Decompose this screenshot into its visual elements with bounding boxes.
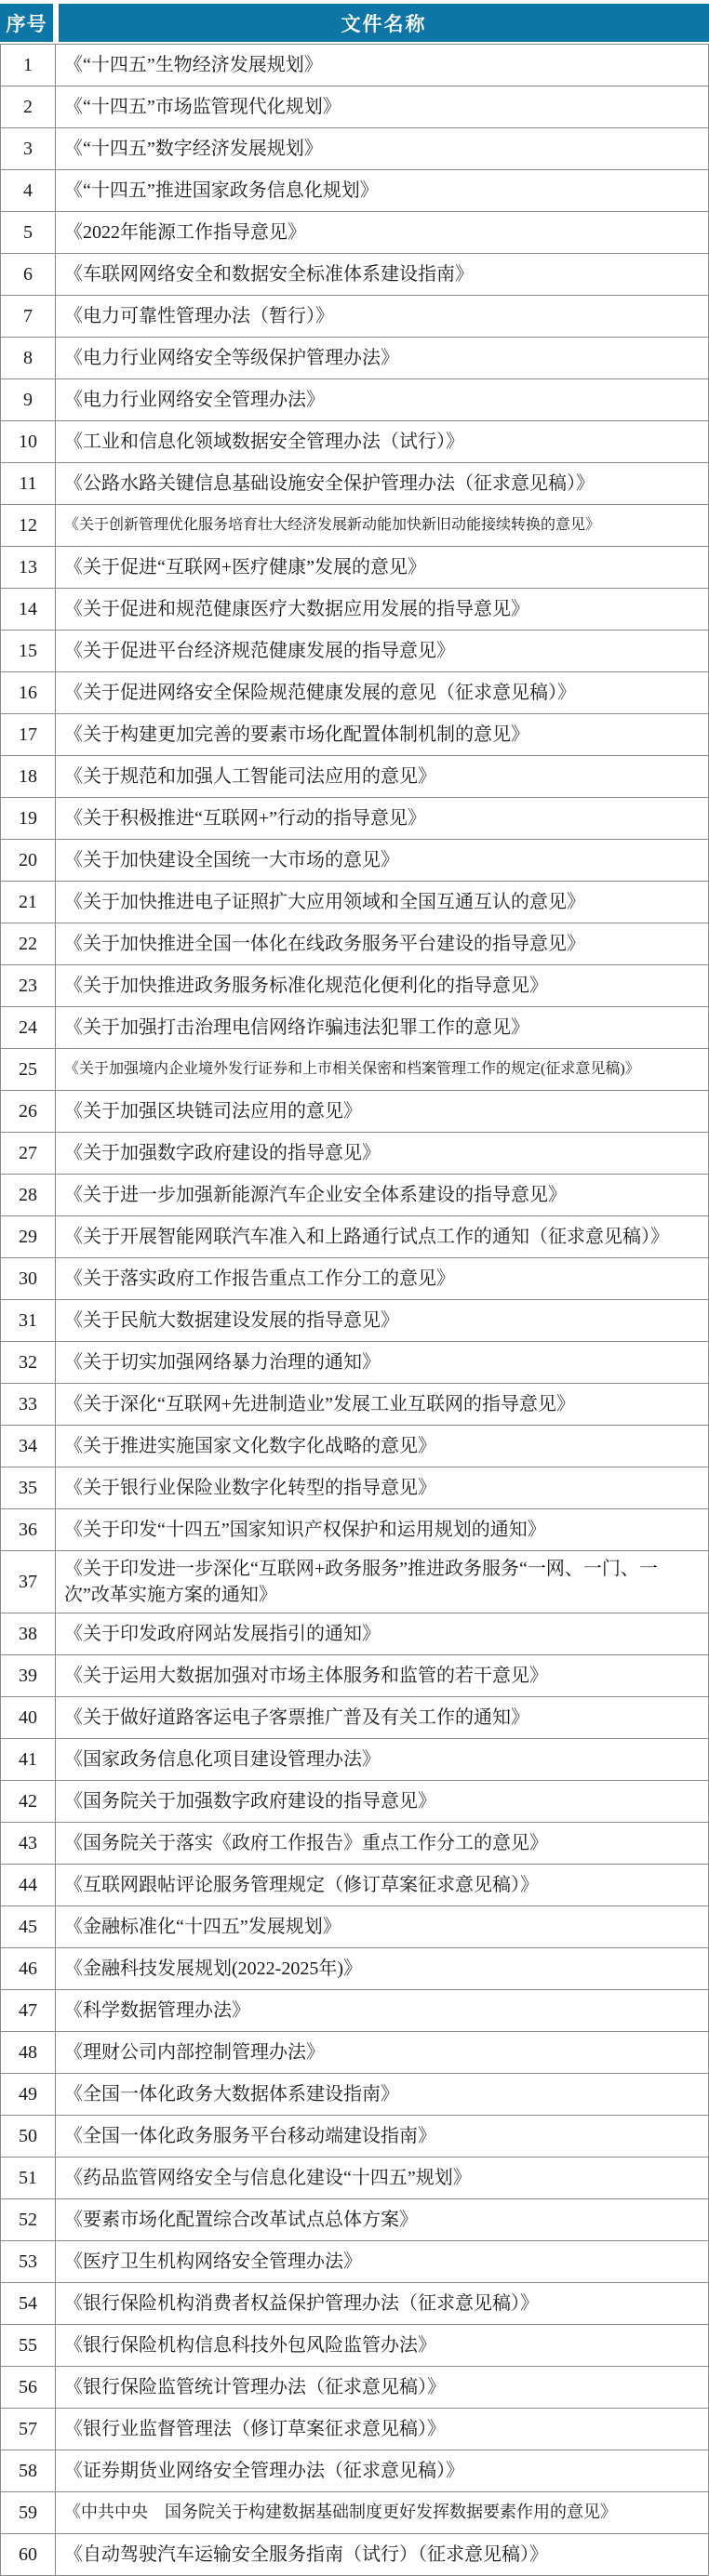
- document-title: 《工业和信息化领域数据安全管理办法（试行）》: [56, 421, 709, 462]
- table-row: [0, 2325, 709, 2367]
- document-title: 《理财公司内部控制管理办法》: [56, 2032, 709, 2073]
- document-title: 《中共中央 国务院关于构建数据基础制度更好发挥数据要素作用的意见》: [56, 2492, 709, 2533]
- row-number: 4: [0, 170, 56, 211]
- row-number: 8: [0, 338, 56, 378]
- document-title: 《关于加快推进全国一体化在线政务服务平台建设的指导意见》: [56, 923, 709, 964]
- table-row: [0, 1823, 709, 1865]
- document-title: 《“十四五”市场监管现代化规划》: [56, 86, 709, 127]
- table-row: [0, 212, 709, 254]
- row-number: 13: [0, 547, 56, 588]
- row-number: 14: [0, 589, 56, 630]
- row-number: 46: [0, 1948, 56, 1989]
- row-number: 51: [0, 2158, 56, 2198]
- table-row: [0, 1781, 709, 1823]
- table-row: [0, 1509, 709, 1551]
- document-title: 《全国一体化政务服务平台移动端建设指南》: [56, 2116, 709, 2157]
- row-number: 43: [0, 1823, 56, 1864]
- table-row: [0, 2158, 709, 2199]
- document-title: 《关于加强打击治理电信网络诈骗违法犯罪工作的意见》: [56, 1007, 709, 1048]
- table-row: [0, 965, 709, 1007]
- row-number: 15: [0, 631, 56, 671]
- document-title: 《关于银行业保险业数字化转型的指导意见》: [56, 1467, 709, 1508]
- table-row: [0, 421, 709, 463]
- table-row: [0, 463, 709, 505]
- document-title: 《关于促进网络安全保险规范健康发展的意见（征求意见稿）》: [56, 672, 709, 713]
- row-number: 2: [0, 86, 56, 127]
- row-number: 38: [0, 1613, 56, 1654]
- table-row: [0, 2492, 709, 2534]
- table-row: [0, 1551, 709, 1613]
- document-title: 《关于民航大数据建设发展的指导意见》: [56, 1300, 709, 1341]
- table-row: [0, 1091, 709, 1133]
- row-number: 30: [0, 1258, 56, 1299]
- row-number: 55: [0, 2325, 56, 2366]
- document-title: 《关于推进实施国家文化数字化战略的意见》: [56, 1426, 709, 1467]
- document-title: 《关于加强境内企业境外发行证券和上市相关保密和档案管理工作的规定(征求意见稿)》: [56, 1049, 709, 1090]
- table-header: [0, 4, 709, 42]
- document-title: 《关于促进平台经济规范健康发展的指导意见》: [56, 631, 709, 671]
- table-row: [0, 2409, 709, 2450]
- row-number: 48: [0, 2032, 56, 2073]
- row-number: 54: [0, 2283, 56, 2324]
- document-title: 《“十四五”生物经济发展规划》: [56, 45, 709, 86]
- table-row: [0, 1049, 709, 1091]
- document-title: 《关于落实政府工作报告重点工作分工的意见》: [56, 1258, 709, 1299]
- document-title: 《关于印发政府网站发展指引的通知》: [56, 1613, 709, 1654]
- table-row: [0, 2032, 709, 2074]
- table-row: [0, 547, 709, 589]
- document-title: 《“十四五”数字经济发展规划》: [56, 128, 709, 169]
- row-number: 6: [0, 254, 56, 295]
- table-row: [0, 1739, 709, 1781]
- table-row: [0, 128, 709, 170]
- table-row: [0, 923, 709, 965]
- row-number: 23: [0, 965, 56, 1006]
- row-number: 10: [0, 421, 56, 462]
- document-title: 《电力行业网络安全管理办法》: [56, 379, 709, 420]
- row-number: 58: [0, 2450, 56, 2491]
- table-row: [0, 45, 709, 86]
- table-row: [0, 1906, 709, 1948]
- row-number: 39: [0, 1655, 56, 1696]
- document-title: 《关于运用大数据加强对市场主体服务和监管的若干意见》: [56, 1655, 709, 1696]
- document-title: 《关于加快建设全国统一大市场的意见》: [56, 840, 709, 881]
- table-row: [0, 672, 709, 714]
- document-title: 《关于构建更加完善的要素市场化配置体制机制的意见》: [56, 714, 709, 755]
- table-row: [0, 170, 709, 212]
- row-number: 5: [0, 212, 56, 253]
- document-title: 《国务院关于落实《政府工作报告》重点工作分工的意见》: [56, 1823, 709, 1864]
- document-title: 《公路水路关键信息基础设施安全保护管理办法（征求意见稿）》: [56, 463, 709, 504]
- document-title: 《关于创新管理优化服务培育壮大经济发展新动能加快新旧动能接续转换的意见》: [56, 505, 709, 546]
- row-number: 36: [0, 1509, 56, 1550]
- row-number: 31: [0, 1300, 56, 1341]
- table-row: [0, 631, 709, 672]
- document-title: 《“十四五”推进国家政务信息化规划》: [56, 170, 709, 211]
- document-title: 《关于加快推进电子证照扩大应用领域和全国互通互认的意见》: [56, 882, 709, 923]
- row-number: 29: [0, 1216, 56, 1257]
- document-title: 《关于规范和加强人工智能司法应用的意见》: [56, 756, 709, 797]
- row-number: 3: [0, 128, 56, 169]
- row-number: 60: [0, 2534, 56, 2575]
- header-cell-title: 文件名称: [59, 4, 709, 42]
- row-number: 22: [0, 923, 56, 964]
- table-row: [0, 1175, 709, 1216]
- row-number: 32: [0, 1342, 56, 1383]
- row-number: 18: [0, 756, 56, 797]
- row-number: 25: [0, 1049, 56, 1090]
- row-number: 56: [0, 2367, 56, 2408]
- row-number: 50: [0, 2116, 56, 2157]
- table-row: [0, 2283, 709, 2325]
- document-title: 《全国一体化政务大数据体系建设指南》: [56, 2074, 709, 2115]
- table-row: [0, 86, 709, 128]
- row-number: 26: [0, 1091, 56, 1132]
- row-number: 37: [0, 1551, 56, 1613]
- row-number: 20: [0, 840, 56, 881]
- row-number: 53: [0, 2241, 56, 2282]
- table-row: [0, 1990, 709, 2032]
- document-title: 《关于促进“互联网+医疗健康”发展的意见》: [56, 547, 709, 588]
- table-row: [0, 714, 709, 756]
- row-number: 1: [0, 45, 56, 86]
- row-number: 16: [0, 672, 56, 713]
- row-number: 21: [0, 882, 56, 923]
- document-title: 《国务院关于加强数字政府建设的指导意见》: [56, 1781, 709, 1822]
- document-title: 《关于做好道路客运电子客票推广普及有关工作的通知》: [56, 1697, 709, 1738]
- row-number: 57: [0, 2409, 56, 2450]
- row-number: 9: [0, 379, 56, 420]
- table-row: [0, 798, 709, 840]
- table-row: [0, 2450, 709, 2492]
- document-title: 《医疗卫生机构网络安全管理办法》: [56, 2241, 709, 2282]
- document-title: 《药品监管网络安全与信息化建设“十四五”规划》: [56, 2158, 709, 2198]
- row-number: 24: [0, 1007, 56, 1048]
- row-number: 44: [0, 1865, 56, 1905]
- table-row: [0, 1697, 709, 1739]
- row-number: 47: [0, 1990, 56, 2031]
- table-row: [0, 1133, 709, 1175]
- row-number: 45: [0, 1906, 56, 1947]
- row-number: 59: [0, 2492, 56, 2533]
- document-title: 《关于开展智能网联汽车准入和上路通行试点工作的通知（征求意见稿）》: [56, 1216, 709, 1257]
- document-title: 《国家政务信息化项目建设管理办法》: [56, 1739, 709, 1780]
- document-title: 《证券期货业网络安全管理办法（征求意见稿）》: [56, 2450, 709, 2491]
- document-title: 《电力行业网络安全等级保护管理办法》: [56, 338, 709, 378]
- row-number: 19: [0, 798, 56, 839]
- document-title: 《自动驾驶汽车运输安全服务指南（试行）（征求意见稿）》: [56, 2534, 709, 2575]
- table-row: [0, 756, 709, 798]
- table-row: [0, 589, 709, 631]
- table-row: [0, 254, 709, 296]
- row-number: 52: [0, 2199, 56, 2240]
- document-title: 《科学数据管理办法》: [56, 1990, 709, 2031]
- row-number: 40: [0, 1697, 56, 1738]
- document-title: 《关于切实加强网络暴力治理的通知》: [56, 1342, 709, 1383]
- table-row: [0, 1426, 709, 1467]
- table-row: [0, 1948, 709, 1990]
- document-title: 《关于促进和规范健康医疗大数据应用发展的指导意见》: [56, 589, 709, 630]
- row-number: 33: [0, 1384, 56, 1425]
- document-title: 《金融科技发展规划(2022-2025年)》: [56, 1948, 709, 1989]
- table-row: [0, 1613, 709, 1655]
- table-row: [0, 296, 709, 338]
- document-title: 《2022年能源工作指导意见》: [56, 212, 709, 253]
- row-number: 7: [0, 296, 56, 337]
- document-title: 《关于加强区块链司法应用的意见》: [56, 1091, 709, 1132]
- document-title: 《金融标准化“十四五”发展规划》: [56, 1906, 709, 1947]
- document-title: 《关于进一步加强新能源汽车企业安全体系建设的指导意见》: [56, 1175, 709, 1215]
- table-row: [0, 1300, 709, 1342]
- document-title: 《要素市场化配置综合改革试点总体方案》: [56, 2199, 709, 2240]
- document-title: 《银行保险机构消费者权益保护管理办法（征求意见稿）》: [56, 2283, 709, 2324]
- table-row: [0, 1342, 709, 1384]
- table-row: [0, 379, 709, 421]
- table-row: [0, 1258, 709, 1300]
- table-row: [0, 2241, 709, 2283]
- table-row: [0, 1865, 709, 1906]
- table-row: [0, 2116, 709, 2158]
- document-title: 《关于印发进一步深化“互联网+政务服务”推进政务服务“一网、一门、一次”改革实施方案的通知》: [56, 1551, 709, 1613]
- row-number: 41: [0, 1739, 56, 1780]
- table-row: [0, 2199, 709, 2241]
- table-row: [0, 840, 709, 882]
- table-row: [0, 338, 709, 379]
- table-row: [0, 1384, 709, 1426]
- document-title: 《银行保险监管统计管理办法（征求意见稿）》: [56, 2367, 709, 2408]
- table-row: [0, 882, 709, 923]
- table-row: [0, 1467, 709, 1509]
- document-title: 《关于加快推进政务服务标准化规范化便利化的指导意见》: [56, 965, 709, 1006]
- document-title: 《关于印发“十四五”国家知识产权保护和运用规划的通知》: [56, 1509, 709, 1550]
- row-number: 27: [0, 1133, 56, 1174]
- table-row: [0, 1655, 709, 1697]
- table-row: [0, 1216, 709, 1258]
- table-row: [0, 2534, 709, 2576]
- row-number: 42: [0, 1781, 56, 1822]
- document-title: 《车联网网络安全和数据安全标准体系建设指南》: [56, 254, 709, 295]
- row-number: 12: [0, 505, 56, 546]
- document-title: 《关于加强数字政府建设的指导意见》: [56, 1133, 709, 1174]
- row-number: 17: [0, 714, 56, 755]
- row-number: 11: [0, 463, 56, 504]
- table-row: [0, 2367, 709, 2409]
- header-cell-seq: 序号: [0, 4, 53, 42]
- table-body: [0, 44, 709, 2576]
- row-number: 28: [0, 1175, 56, 1215]
- table-row: [0, 505, 709, 547]
- table-row: [0, 2074, 709, 2116]
- row-number: 35: [0, 1467, 56, 1508]
- table-row: [0, 1007, 709, 1049]
- document-title: 《互联网跟帖评论服务管理规定（修订草案征求意见稿）》: [56, 1865, 709, 1905]
- document-title: 《电力可靠性管理办法（暂行）》: [56, 296, 709, 337]
- row-number: 49: [0, 2074, 56, 2115]
- document-title: 《银行业监督管理法（修订草案征求意见稿）》: [56, 2409, 709, 2450]
- document-title: 《关于积极推进“互联网+”行动的指导意见》: [56, 798, 709, 839]
- document-title: 《银行保险机构信息科技外包风险监管办法》: [56, 2325, 709, 2366]
- row-number: 34: [0, 1426, 56, 1467]
- document-title: 《关于深化“互联网+先进制造业”发展工业互联网的指导意见》: [56, 1384, 709, 1425]
